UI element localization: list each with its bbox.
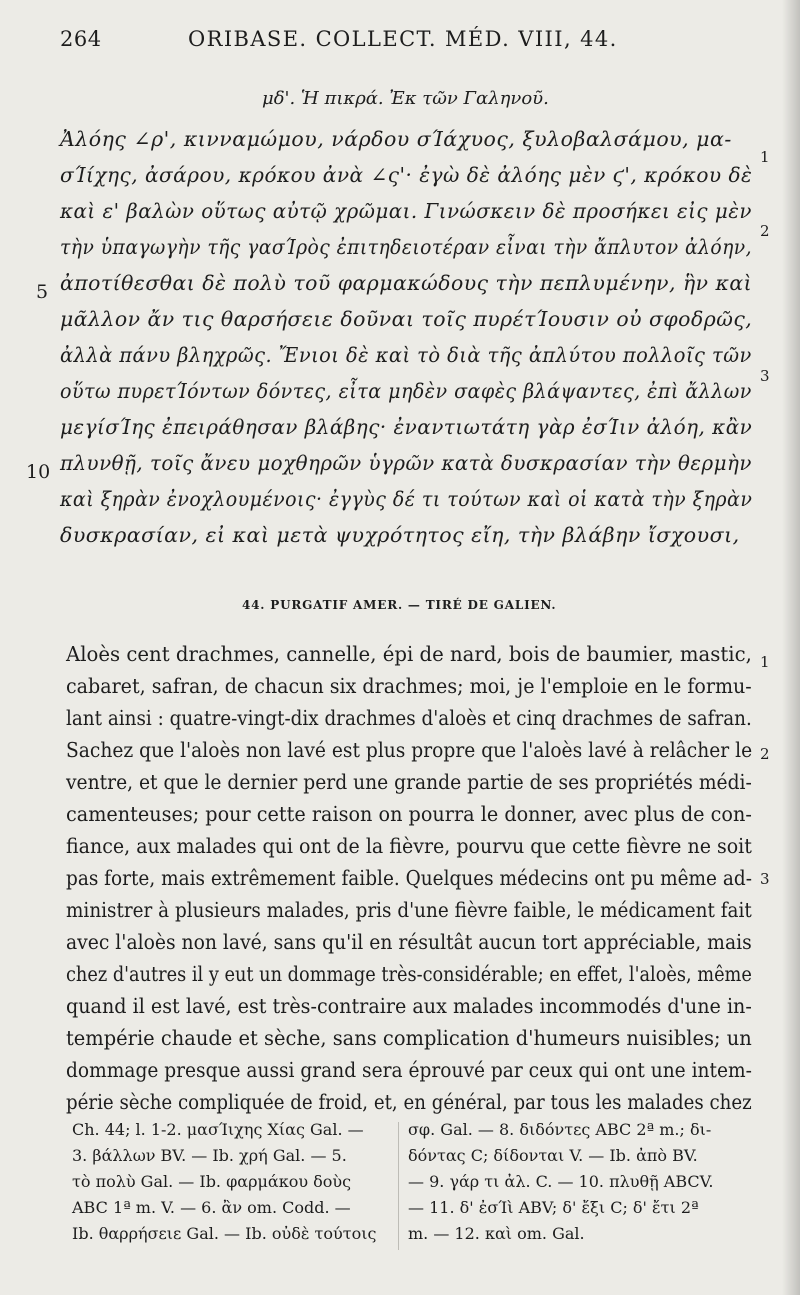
footnote-line: m. — 12. καὶ om. Gal. [408,1224,585,1243]
running-header [60,27,700,61]
running-title: ORIBASE. COLLECT. MÉD. VIII, 44. [188,27,618,51]
french-line: chez d'autres il y eut un dommage très-considérable; en effet, l'aloès, même [66,962,752,986]
greek-line: Ἀλόης ∠ρ', κινναμώμου, νάρδου σΊάχυος, ξυλοβαλσάμου, μα- [60,127,732,151]
french-chapter-heading: 44. PURGATIF AMER. — TIRÉ DE GALIEN. [242,598,557,612]
greek-line: μᾶλλον ἄν τις θαρσήσειε δοῦναι τοῖς πυρέτΊουσιν οὐ σφοδρῶς, [60,307,753,331]
greek-line: σΊίχης, ἀσάρου, κρόκου ἀνὰ ∠ς'· ἐγὼ δὲ ἀλόης μὲν ϛ', κρόκου δὲ [60,163,753,187]
greek-line: καὶ ε' βαλὼν οὕτως αὐτῷ χρῶμαι. Γινώσκειν δὲ προσήκει εἰς μὲν [60,199,752,223]
greek-margin-mark: 1 [760,148,770,166]
line-number: 10 [26,461,51,483]
greek-line: δυσκρασίαν, εἰ καὶ μετὰ ψυχρότητος εἴη, τὴν βλάβην ἴσχουσι, [60,523,740,547]
french-margin-mark: 2 [760,745,770,763]
french-margin-mark: 3 [760,870,770,888]
footnote-line: τὸ πολὺ Gal. — Ib. φαρμάκου δοὺς [72,1172,352,1191]
french-line: pas forte, mais extrêmement faible. Quelques médecins ont pu même ad- [66,866,752,890]
french-line: Aloès cent drachmes, cannelle, épi de nard, bois de baumier, mastic, [66,642,752,666]
footnote-column-divider [398,1122,399,1250]
french-line: tempérie chaude et sèche, sans complication d'humeurs nuisibles; un [66,1026,752,1050]
footnote-line: 3. βάλλων BV. — Ib. χρή Gal. — 5. [72,1146,347,1165]
french-line: fiance, aux malades qui ont de la fièvre, pourvu que cette fièvre ne soit [66,834,752,858]
french-line: quand il est lavé, est très-contraire aux malades incommodés d'une in- [66,994,752,1018]
footnote-line: σφ. Gal. — 8. διδόντες ABC 2ª m.; δι- [408,1120,712,1139]
french-line: camenteuses; pour cette raison on pourra le donner, avec plus de con- [66,802,752,826]
greek-line: πλυνθῇ, τοῖς ἄνευ μοχθηρῶν ὑγρῶν κατὰ δυσκρασίαν τὴν θερμὴν [60,451,752,475]
greek-line: οὕτω πυρετΊόντων δόντες, εἶτα μηδὲν σαφὲς βλάψαντες, ἐπὶ ἄλλων [60,379,752,403]
greek-chapter-heading: μδ'. Ἡ πικρά. Ἐκ τῶν Γαληνοῦ. [262,88,549,109]
french-line: périe sèche compliquée de froid, et, en général, par tous les malades chez [66,1090,752,1114]
greek-margin-mark: 3 [760,367,770,385]
french-line: dommage presque aussi grand sera éprouvé par ceux qui ont une intem- [66,1058,752,1082]
footnote-line: δόντας C; δίδονται V. — Ib. ἀπὸ BV. [408,1146,698,1165]
french-line: ventre, et que le dernier perd une grande partie de ses propriétés médi- [66,770,752,794]
footnote-line: — 9. γάρ τι ἀλ. C. — 10. πλυθῇ ABCV. [408,1172,714,1191]
footnote-line: Ib. θαρρήσειε Gal. — Ib. οὐδὲ τούτοις [72,1224,377,1243]
french-line: cabaret, safran, de chacun six drachmes; moi, je l'emploie en le formu- [66,674,752,698]
french-margin-mark: 1 [760,653,770,671]
greek-line: μεγίσΊης ἐπειράθησαν βλάβης· ἐναντιωτάτη γὰρ ἐσΊιν ἀλόη, κἂν [60,415,753,439]
gutter-shadow [782,0,800,1295]
page-number: 264 [60,27,102,51]
footnote-line: — 11. δ' ἐσΊὶ ABV; δ' ἔξι C; δ' ἔτι 2ª [408,1198,699,1217]
greek-line: ἀλλὰ πάνυ βληχρῶς. Ἔνιοι δὲ καὶ τὸ διὰ τῆς ἀπλύτου πολλοῖς τῶν [60,343,752,367]
french-line: ministrer à plusieurs malades, pris d'une fièvre faible, le médicament fait [66,898,752,922]
greek-margin-mark: 2 [760,222,770,240]
line-number: 5 [36,281,49,303]
footnote-line: Ch. 44; l. 1-2. μασΊιχης Χίας Gal. — [72,1120,364,1139]
footnote-line: ABC 1ª m. V. — 6. ἂν om. Codd. — [72,1198,351,1217]
greek-line: τὴν ὑπαγωγὴν τῆς γασΊρὸς ἐπιτηδειοτέραν εἶναι τὴν ἄπλυτον ἀλόην, [60,235,752,259]
greek-line: καὶ ξηρὰν ἐνοχλουμένοις· ἐγγὺς δέ τι τούτων καὶ οἱ κατὰ τὴν ξηρὰν [60,487,753,511]
greek-line: ἀποτίθεσθαι δὲ πολὺ τοῦ φαρμακώδους τὴν πεπλυμένην, ἣν καὶ [60,271,753,295]
french-line: Sachez que l'aloès non lavé est plus propre que l'aloès lavé à relâcher le [66,738,753,762]
french-line: avec l'aloès non lavé, sans qu'il en résultât aucun tort appréciable, mais [66,930,752,954]
french-line: lant ainsi : quatre-vingt-dix drachmes d'aloès et cinq drachmes de safran. [66,706,752,730]
